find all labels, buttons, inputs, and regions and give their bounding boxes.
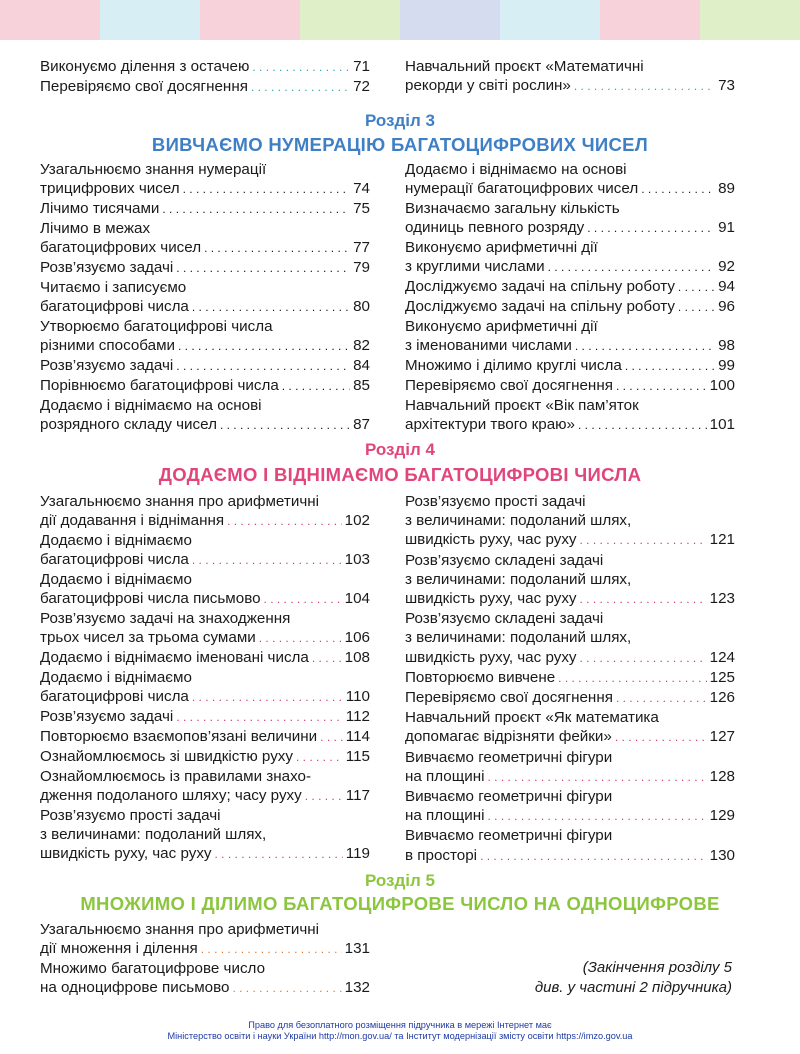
- toc-page-number: 100: [709, 377, 735, 394]
- continuation-note-line-2: див. у частині 2 підручника): [534, 979, 732, 996]
- toc-entry-title: Розв’язуємо складені задачі: [405, 610, 604, 628]
- dot-leader: [480, 846, 707, 866]
- dot-leader: [176, 258, 350, 278]
- color-stripe: [200, 0, 300, 40]
- dot-leader: [578, 415, 707, 435]
- toc-page-number: 99: [718, 357, 735, 374]
- dot-leader: [192, 687, 343, 707]
- toc-page-number: 79: [353, 259, 370, 276]
- toc-entry-title: розрядного складу чисел: [40, 416, 217, 433]
- dot-leader: [183, 179, 350, 199]
- toc-entry-title: Ознайомлюємось із правилами знахо-: [40, 768, 312, 785]
- toc-entry-title: Узагальнюємо знання нумерації: [40, 161, 267, 178]
- toc-entry-title: в просторі: [405, 846, 478, 864]
- toc-entry[interactable]: [40, 920, 370, 959]
- dot-leader: [488, 806, 707, 826]
- dot-leader: [575, 336, 715, 356]
- toc-entry[interactable]: [40, 707, 370, 727]
- dot-leader: [616, 688, 707, 708]
- toc-page-number: 72: [353, 78, 370, 95]
- toc-page-number: 75: [353, 200, 370, 217]
- dot-leader: [587, 218, 715, 238]
- toc-entry-title: трьох чисел за трьома сумами: [40, 629, 256, 646]
- dot-leader: [580, 648, 707, 668]
- toc-top-left: [40, 57, 370, 97]
- dot-leader: [641, 179, 715, 199]
- toc-entry-title: дження подоланого шляху; часу руху: [40, 787, 302, 804]
- dot-leader: [580, 589, 707, 609]
- dot-leader: [204, 238, 350, 258]
- color-stripe: [300, 0, 400, 40]
- toc-entry-title: Додаємо і віднімаємо на основі: [40, 397, 262, 414]
- toc-page-number: 106: [344, 629, 370, 646]
- toc-entry[interactable]: [40, 531, 370, 570]
- toc-entry[interactable]: [405, 376, 735, 396]
- toc-entry[interactable]: [405, 277, 735, 297]
- toc-entry[interactable]: [40, 57, 370, 77]
- toc-entry-title: Порівнюємо багатоцифрові числа: [40, 377, 279, 394]
- toc-entry[interactable]: [405, 748, 735, 787]
- toc-entry-title: Вивчаємо геометричні фігури: [405, 827, 613, 845]
- toc-page-number: 92: [718, 258, 735, 275]
- toc-entry-title: дії додавання і віднімання: [40, 512, 225, 529]
- toc-page-number: 77: [353, 239, 370, 256]
- toc-entry[interactable]: [40, 959, 370, 998]
- toc-page-number: 74: [353, 180, 370, 197]
- toc-entry-title: швидкість руху, час руху: [40, 845, 212, 862]
- toc-entry[interactable]: [40, 219, 370, 258]
- toc-entry-title: Додаємо і віднімаємо: [40, 669, 192, 686]
- toc-entry-title: Виконуємо ділення з остачею: [40, 58, 250, 75]
- dot-leader: [176, 356, 350, 376]
- section-4-label: Розділ 4: [364, 440, 436, 459]
- toc-page-number: 110: [345, 688, 370, 705]
- toc-page-number: 131: [344, 940, 370, 957]
- toc-page-number: 89: [718, 180, 735, 197]
- dot-leader: [625, 356, 715, 376]
- dot-leader: [616, 376, 707, 396]
- dot-leader: [282, 376, 350, 396]
- toc-entry-title: архітектури твого краю»: [405, 416, 575, 433]
- dot-leader: [264, 589, 342, 609]
- continuation-note-line-1: (Закінчення розділу 5: [582, 959, 732, 976]
- section-3-label: Розділ 3: [364, 111, 436, 130]
- toc-page-number: 128: [709, 767, 735, 785]
- toc-entry[interactable]: [40, 278, 370, 317]
- dot-leader: [488, 767, 707, 787]
- section-4-left-column: [40, 492, 370, 864]
- toc-entry[interactable]: [405, 297, 735, 317]
- toc-page-number: 121: [709, 531, 735, 549]
- toc-entry-title: Досліджуємо задачі на спільну роботу: [405, 278, 675, 295]
- toc-page-number: 82: [353, 337, 370, 354]
- license-footer: [0, 1020, 800, 1042]
- toc-entry[interactable]: [405, 609, 735, 668]
- toc-entry[interactable]: [40, 160, 370, 199]
- toc-page-number: 132: [344, 979, 370, 996]
- toc-page-number: 129: [709, 807, 735, 825]
- toc-entry-title: Додаємо і віднімаємо: [40, 571, 192, 588]
- section-3-title: ВИВЧАЄМО НУМЕРАЦІЮ БАГАТОЦИФРОВИХ ЧИСЕЛ: [151, 134, 649, 155]
- dot-leader: [320, 727, 343, 747]
- toc-entry-title: Розв’язуємо задачі: [40, 357, 174, 374]
- toc-entry-title: Додаємо і віднімаємо на основі: [405, 161, 627, 178]
- color-stripe: [0, 0, 100, 40]
- toc-entry[interactable]: [405, 787, 735, 826]
- color-stripe: [400, 0, 500, 40]
- toc-entry[interactable]: [40, 648, 370, 668]
- toc-entry-title: Розв’язуємо прості задачі: [40, 807, 221, 824]
- toc-page-number: 80: [353, 298, 370, 315]
- toc-entry-title: Множимо і ділимо круглі числа: [405, 357, 622, 374]
- footer-line-1: Право для безоплатного розміщення підручника в мережі Інтернет має: [248, 1020, 552, 1030]
- dot-leader: [259, 628, 342, 648]
- toc-page-number: 127: [709, 728, 735, 746]
- toc-page-number: 123: [709, 590, 735, 608]
- toc-page-number: 103: [344, 551, 370, 568]
- toc-entry[interactable]: [40, 356, 370, 376]
- toc-entry-title: швидкість руху, час руху: [405, 648, 577, 666]
- color-stripe: [500, 0, 600, 40]
- dot-leader: [678, 277, 715, 297]
- toc-entry-title: Розв’язуємо прості задачі: [405, 493, 586, 510]
- toc-entry[interactable]: [40, 747, 370, 767]
- toc-entry-title: багатоцифрові числа: [40, 688, 189, 705]
- toc-entry[interactable]: [405, 160, 735, 199]
- toc-entry-title: Перевіряємо свої досягнення: [405, 689, 613, 707]
- toc-page-number: 85: [353, 377, 370, 394]
- toc-page-number: 87: [353, 416, 370, 433]
- color-stripe: [600, 0, 700, 40]
- toc-entry-title: з іменованими числами: [405, 337, 572, 354]
- toc-entry[interactable]: [40, 258, 370, 278]
- toc-entry-title: Розв’язуємо задачі: [40, 708, 174, 725]
- dot-leader: [220, 415, 350, 435]
- toc-entry-title: Множимо багатоцифрове число: [40, 960, 266, 977]
- toc-entry[interactable]: [405, 317, 735, 356]
- dot-leader: [201, 939, 342, 959]
- dot-leader: [227, 511, 342, 531]
- toc-page-number: 114: [345, 728, 370, 745]
- toc-entry[interactable]: [405, 356, 735, 376]
- footer-line-2: Міністерство освіти і науки України http://mon.gov.ua/ та Інститут модернізації змісту освіти https://imzo.gov.ua: [167, 1031, 633, 1041]
- dot-leader: [580, 530, 707, 550]
- toc-entry-title: Лічимо тисячами: [40, 200, 160, 217]
- dot-leader: [178, 336, 350, 356]
- toc-entry-title: Розв’язуємо задачі: [40, 259, 174, 276]
- toc-entry-title: нумерації багатоцифрових чисел: [405, 180, 639, 197]
- section-5-continuation-note: [432, 958, 732, 998]
- toc-page-number: 124: [709, 648, 735, 666]
- toc-page-number: 104: [344, 590, 370, 607]
- dot-leader: [615, 727, 707, 747]
- toc-entry-title: з величинами: подоланий шлях,: [40, 826, 267, 843]
- dot-leader: [192, 297, 350, 317]
- toc-page-number: 117: [345, 787, 370, 804]
- toc-entry-title: Визначаємо загальну кількість: [405, 200, 620, 217]
- toc-entry[interactable]: [40, 609, 370, 648]
- dot-leader: [162, 199, 350, 219]
- toc-page-number: 130: [709, 846, 735, 864]
- toc-entry-title: одиниць певного розряду: [405, 219, 585, 236]
- toc-entry[interactable]: [405, 57, 735, 96]
- toc-top-right: [405, 57, 735, 96]
- toc-page-number: 126: [709, 689, 735, 707]
- toc-entry-title: швидкість руху, час руху: [405, 531, 577, 549]
- toc-entry-title: Виконуємо арифметичні дії: [405, 318, 598, 335]
- toc-page-number: 91: [718, 219, 735, 236]
- section-3-right-column: [405, 160, 735, 435]
- color-stripe: [700, 0, 800, 40]
- toc-entry-title: Додаємо і віднімаємо іменовані числа: [40, 649, 309, 666]
- toc-entry-title: Утворюємо багатоцифрові числа: [40, 318, 273, 335]
- toc-entry-title: Вивчаємо геометричні фігури: [405, 788, 613, 806]
- toc-entry-title: багатоцифрові числа: [40, 298, 189, 315]
- toc-page-number: 112: [345, 708, 370, 725]
- toc-page-number: 94: [718, 278, 735, 295]
- dot-leader: [296, 747, 343, 767]
- toc-entry[interactable]: [40, 376, 370, 396]
- toc-entry[interactable]: [405, 668, 735, 688]
- toc-entry-title: Узагальнюємо знання про арифметичні: [40, 921, 319, 938]
- toc-entry[interactable]: [405, 492, 735, 551]
- toc-entry[interactable]: [405, 396, 735, 435]
- toc-entry-title: Узагальнюємо знання про арифметичні: [40, 493, 319, 510]
- top-color-stripes: [0, 0, 800, 40]
- toc-entry-title: багатоцифрові числа: [40, 551, 189, 568]
- section-5-left-column: [40, 920, 370, 998]
- toc-entry-title: Розв’язуємо складені задачі: [405, 551, 604, 569]
- toc-entry[interactable]: [40, 199, 370, 219]
- toc-page-number: 84: [353, 357, 370, 374]
- toc-entry[interactable]: [40, 396, 370, 435]
- toc-entry-title: Повторюємо взаємопов’язані величини: [40, 728, 318, 745]
- toc-entry-title: на одноцифрове письмово: [40, 979, 230, 996]
- toc-entry-title: Додаємо і віднімаємо: [40, 532, 192, 549]
- toc-entry[interactable]: [40, 492, 370, 531]
- toc-entry-title: Ознайомлюємось зі швидкістю руху: [40, 748, 293, 765]
- toc-entry-title: на площині: [405, 807, 485, 825]
- toc-page-number: 98: [718, 337, 735, 354]
- toc-entry-title: різними способами: [40, 337, 175, 354]
- toc-entry-title: Розв’язуємо задачі на знаходження: [40, 610, 291, 627]
- toc-entry-title: Лічимо в межах: [40, 220, 151, 237]
- toc-entry[interactable]: [40, 668, 370, 707]
- color-stripe: [100, 0, 200, 40]
- dot-leader: [192, 550, 342, 570]
- section-5-label: Розділ 5: [364, 871, 436, 890]
- toc-entry-title: Перевіряємо свої досягнення: [405, 377, 613, 394]
- toc-entry-title: Повторюємо вивчене: [405, 668, 556, 686]
- toc-entry[interactable]: [405, 199, 735, 238]
- toc-page-number: 101: [709, 416, 735, 433]
- toc-entry[interactable]: [405, 238, 735, 277]
- dot-leader: [678, 297, 715, 317]
- toc-entry[interactable]: [40, 317, 370, 356]
- toc-entry-title: допомагає відрізняти фейки»: [405, 728, 612, 746]
- toc-entry[interactable]: [405, 826, 735, 865]
- toc-entry-title: дії множення і ділення: [40, 940, 198, 957]
- toc-entry-title: Перевіряємо свої досягнення: [40, 78, 248, 95]
- toc-entry-title: на площині: [405, 767, 485, 785]
- toc-entry[interactable]: [40, 806, 370, 864]
- dot-leader: [232, 978, 341, 998]
- toc-page-number: 73: [718, 77, 735, 94]
- dot-leader: [252, 57, 350, 77]
- toc-entry[interactable]: [405, 708, 735, 747]
- toc-entry[interactable]: [405, 551, 735, 610]
- toc-entry[interactable]: [40, 77, 370, 97]
- toc-entry-title: багатоцифрові числа письмово: [40, 590, 261, 607]
- toc-page-number: 71: [353, 58, 370, 75]
- section-4-title: ДОДАЄМО І ВІДНІМАЄМО БАГАТОЦИФРОВІ ЧИСЛА: [158, 464, 642, 485]
- toc-entry-title: трицифрових чисел: [40, 180, 180, 197]
- dot-leader: [305, 786, 343, 806]
- dot-leader: [558, 668, 707, 688]
- toc-page-number: 108: [344, 649, 370, 666]
- toc-entry-title: Досліджуємо задачі на спільну роботу: [405, 298, 675, 315]
- dot-leader: [312, 648, 342, 668]
- toc-page-number: 119: [345, 845, 370, 862]
- toc-entry-title: швидкість руху, час руху: [405, 590, 577, 608]
- toc-entry-title: Вивчаємо геометричні фігури: [405, 748, 613, 766]
- toc-entry[interactable]: [405, 688, 735, 708]
- toc-entry-title: Виконуємо арифметичні дії: [405, 239, 598, 256]
- toc-entry-title: з величинами: подоланий шлях,: [405, 629, 632, 647]
- toc-page-number: 125: [709, 668, 735, 686]
- toc-entry-title: з величинами: подоланий шлях,: [405, 512, 632, 530]
- toc-entry-title: з величинами: подоланий шлях,: [405, 570, 632, 588]
- dot-leader: [548, 257, 715, 277]
- toc-page-number: 96: [718, 298, 735, 315]
- toc-entry-title: Читаємо і записуємо: [40, 279, 187, 296]
- toc-entry-title: Навчальний проєкт «Вік пам’яток: [405, 397, 639, 414]
- section-3-left-column: [40, 160, 370, 435]
- section-4-right-column: [405, 492, 735, 866]
- toc-entry-title: рекорди у світі рослин»: [405, 77, 571, 94]
- toc-entry[interactable]: [40, 570, 370, 609]
- toc-entry-title: з круглими числами: [405, 258, 545, 275]
- toc-entry-title: Навчальний проєкт «Математичні: [405, 58, 644, 75]
- section-5-title: МНОЖИМО І ДІЛИМО БАГАТОЦИФРОВЕ ЧИСЛО НА ОДНОЦИФРОВЕ: [80, 893, 720, 914]
- toc-entry-title: Навчальний проєкт «Як математика: [405, 709, 659, 727]
- toc-entry-title: багатоцифрових чисел: [40, 239, 202, 256]
- toc-page-number: 115: [345, 748, 370, 765]
- toc-entry[interactable]: [40, 767, 370, 806]
- dot-leader: [251, 77, 350, 97]
- toc-entry[interactable]: [40, 727, 370, 747]
- dot-leader: [215, 844, 343, 864]
- dot-leader: [176, 707, 342, 727]
- toc-page-number: 102: [344, 512, 370, 529]
- dot-leader: [574, 76, 715, 96]
